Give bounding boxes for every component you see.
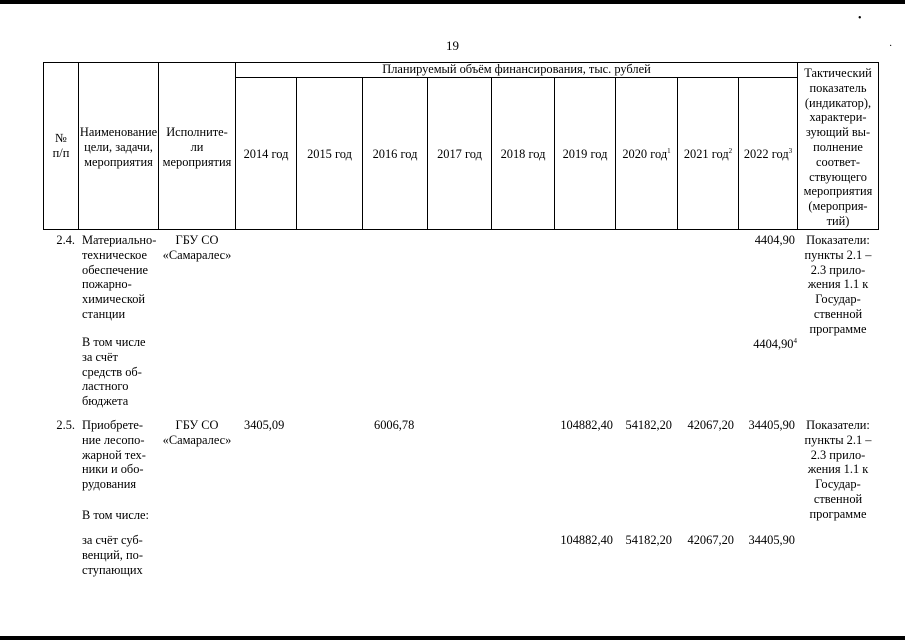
cell-value-2022: 4404,90 xyxy=(754,233,795,247)
cell-value-2021: 42067,20 xyxy=(687,418,734,432)
bottom-border xyxy=(0,636,905,640)
header-year-2022: 2022 год$^3$ xyxy=(743,146,793,161)
row-executor: ГБУ СО «Самаралес» xyxy=(162,233,232,262)
cell-sub-value-2019: 104882,40 xyxy=(560,533,613,547)
header-indicator: Тактический показатель (индикатор), характери- зующий вы- полнение соответ- ствующего мероприятия (мероприя- тий) xyxy=(803,66,873,228)
row-num: 2.4. xyxy=(56,233,75,247)
row-name: Приобрете- ние лесопо- жарной тех- ники и обо- рудования xyxy=(82,418,146,492)
cell-sub-value-2022: 34405,90 xyxy=(748,533,795,547)
row-name: Материально- техническое обеспечение пожарно- химической станции xyxy=(82,233,157,321)
row-sub-name: за счёт суб- венций, по- ступающих xyxy=(82,533,143,577)
header-year-2014: 2014 год xyxy=(243,147,289,161)
header-year-2019: 2019 год xyxy=(562,147,608,161)
row-indicator: Показатели: пункты 2.1 – 2.3 прило- жения 1.1 к Государ- ственной программе xyxy=(804,418,872,521)
cell-value-2020: 54182,20 xyxy=(625,418,672,432)
cell-sub-value-2022: 4404,90$^4$ xyxy=(753,336,797,351)
header-executor: Исполните- ли мероприятия xyxy=(162,125,232,169)
header-year-2015: 2015 год xyxy=(307,147,352,161)
header-num: № п/п xyxy=(52,131,70,160)
scan-speck: · xyxy=(889,41,893,52)
header-year-2018: 2018 год xyxy=(500,147,546,161)
cell-value-2019: 104882,40 xyxy=(560,418,613,432)
cell-sub-value-2021: 42067,20 xyxy=(687,533,734,547)
cell-value-2014: 3405,09 xyxy=(244,418,285,432)
row-indicator: Показатели: пункты 2.1 – 2.3 прило- жения 1.1 к Государ- ственной программе xyxy=(804,233,872,336)
header-year-2016: 2016 год xyxy=(372,147,418,161)
scan-speck: • xyxy=(858,13,862,24)
header-year-2020: 2020 год$^1$ xyxy=(622,146,671,161)
page-number: 19 xyxy=(446,38,459,53)
cell-value-2022: 34405,90 xyxy=(748,418,795,432)
header-year-2017: 2017 год xyxy=(437,147,482,161)
cell-value-2016: 6006,78 xyxy=(374,418,415,432)
header-planned-volume: Планируемый объём финансирования, тыс. рублей xyxy=(382,62,651,76)
row-sub-name: В том числе за счёт средств об- ластного бюджета xyxy=(82,335,146,409)
header-year-2021: 2021 год$^2$ xyxy=(683,146,733,161)
row-num: 2.5. xyxy=(56,418,75,432)
cell-sub-value-2020: 54182,20 xyxy=(625,533,672,547)
row-sub-label: В том числе: xyxy=(82,508,149,522)
top-border xyxy=(0,0,905,4)
row-executor: ГБУ СО «Самаралес» xyxy=(162,418,232,447)
header-name: Наименование цели, задачи, мероприятия xyxy=(79,125,158,169)
